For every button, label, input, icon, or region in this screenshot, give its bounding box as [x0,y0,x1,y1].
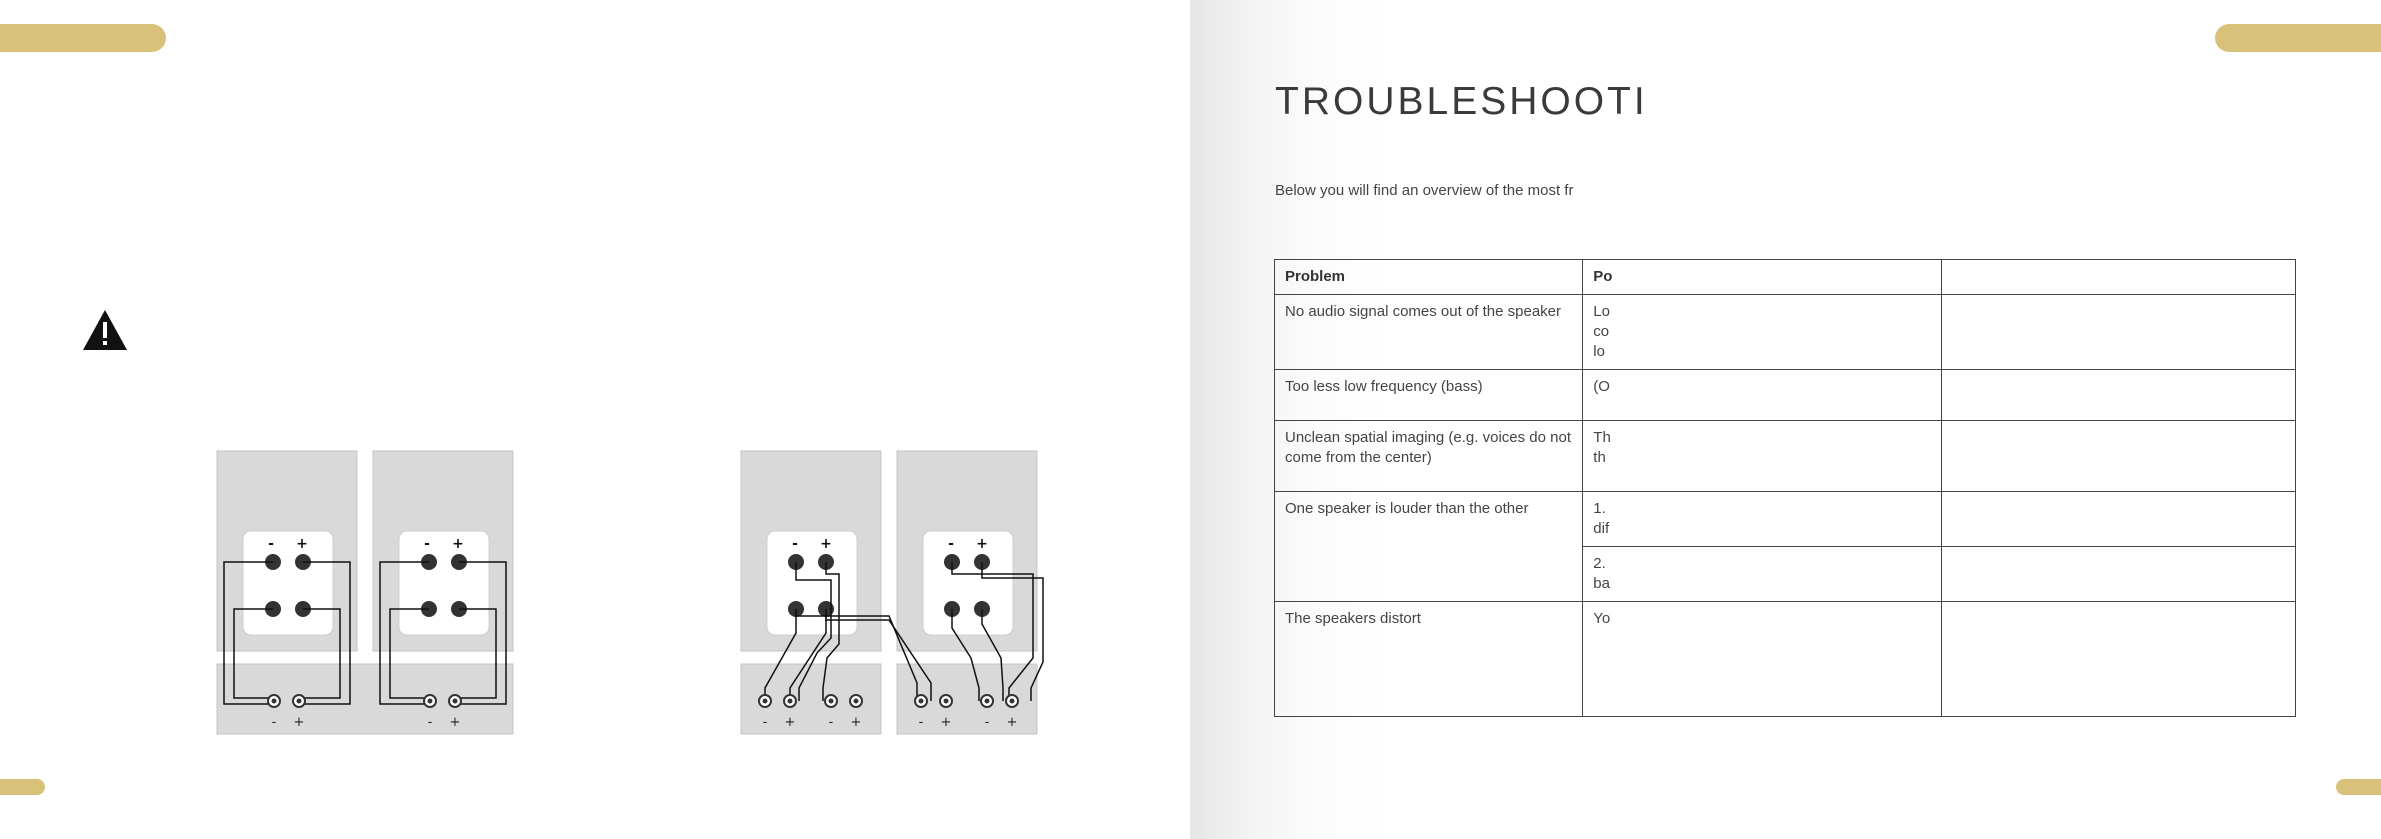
terminal-minus-label: - [828,715,834,730]
problem-cell: One speaker is louder than the other [1275,492,1583,602]
solution-cell [1941,602,2295,717]
solution-cell [1941,370,2295,421]
left-page [0,0,1190,839]
cause-cell: (O [1583,370,1941,421]
terminal-minus-label: - [918,715,924,730]
table-row [1275,602,2296,717]
terminal-minus-label: - [948,536,954,552]
terminal-minus-label: - [984,715,990,730]
terminal-minus-label: - [427,715,433,730]
terminal-minus-label: - [268,536,274,552]
header-solution [1941,260,2295,295]
page-tab-bottom-right [2336,779,2381,795]
terminal-minus-label: - [424,536,430,552]
problem-cell: Unclean spatial imaging (e.g. voices do not come from the center) [1275,421,1583,492]
terminal-plus-label: + [976,536,988,552]
problem-cell: No audio signal comes out of the speaker [1275,295,1583,370]
solution-cell [1941,421,2295,492]
intro-text: Below you will find an overview of the most fr [1275,182,1574,199]
header-problem: Problem [1275,260,1583,295]
solution-cell [1941,547,2295,602]
cause-cell: 2. ba [1583,547,1941,602]
terminal-plus-label: + [293,715,305,730]
header-possible-cause: Po [1583,260,1941,295]
wiring-diagram-bi [739,448,1049,738]
table-row [1275,492,2296,547]
terminal-plus-label: + [940,715,952,730]
wiring-diagram-single [216,448,516,738]
page-tab-top-left [0,24,166,52]
terminal-plus-label: + [449,715,461,730]
page-tab-bottom-left [0,779,45,795]
problem-cell: The speakers distort [1275,602,1583,717]
cause-cell: Yo [1583,602,1941,717]
table-row [1275,370,2296,421]
terminal-plus-label: + [296,536,308,552]
terminal-minus-label: - [762,715,768,730]
solution-cell [1941,295,2295,370]
terminal-plus-label: + [850,715,862,730]
table-row [1275,295,2296,370]
problem-cell: Too less low frequency (bass) [1275,370,1583,421]
table-row [1275,421,2296,492]
warning-triangle-icon [82,309,128,351]
terminal-plus-label: + [784,715,796,730]
page-title: TROUBLESHOOTI [1275,80,1648,123]
cause-cell: 1. dif [1583,492,1941,547]
solution-cell [1941,492,2295,547]
terminal-plus-label: + [820,536,832,552]
cause-cell: Th th [1583,421,1941,492]
cause-cell: Lo co lo [1583,295,1941,370]
terminal-minus-label: - [271,715,277,730]
page-tab-top-right [2215,24,2381,52]
table-header-row [1275,260,2296,295]
troubleshooting-table [1274,259,2296,717]
terminal-plus-label: + [1006,715,1018,730]
terminal-plus-label: + [452,536,464,552]
terminal-minus-label: - [792,536,798,552]
